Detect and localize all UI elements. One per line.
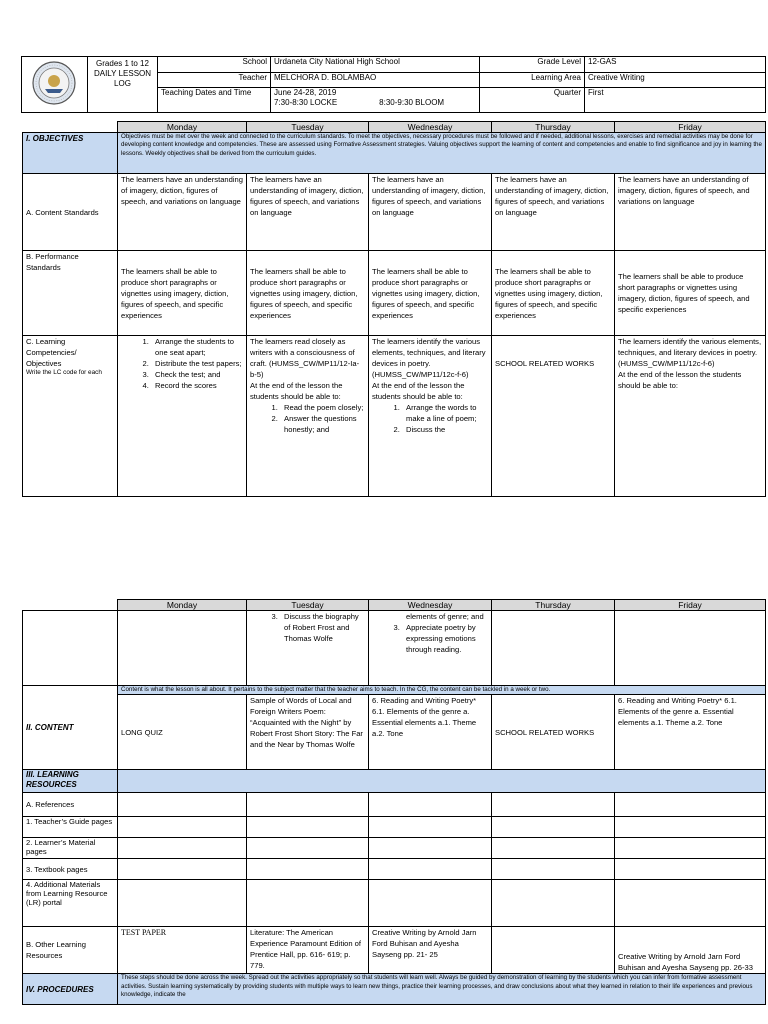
objectives-label: I. OBJECTIVES	[23, 133, 118, 174]
procedures-note: These steps should be done across the week. Spread out the activities appropriately so that students will learn well. Always be guided by demonstration of learning by the students which you can infer from formative assessment activities. Sustain learning systematically by providing students with multiple ways to learn new things, practice their learning processes, and draw conclusions about what they learned in relation to their life experiences and previous knowledge, indicate the	[118, 974, 766, 1005]
references-label: A. References	[23, 793, 118, 817]
day-header-tuesday: Tuesday	[247, 600, 369, 611]
time-slot-1: 7:30-8:30 LOCKE	[274, 98, 338, 107]
content-standards-wednesday: The learners have an understanding of imagery, diction, figures of speech, and variations on language	[369, 174, 492, 251]
content-tuesday: Sample of Words of Local and Foreign Writers Poem: “Acquainted with the Night” by Robert Frost Short Story: The Far and the Near by Thomas Wolfe	[247, 695, 369, 770]
competencies-friday-text2: At the end of the lesson the students should be able to:	[618, 370, 742, 390]
doc-title-cell	[88, 57, 158, 113]
competencies-label: C. Learning Competencies/ Objectives	[26, 337, 77, 368]
competencies-wednesday	[369, 336, 492, 497]
day-header-monday: Monday	[118, 600, 247, 611]
list-item: 4. Record the scores	[151, 380, 243, 391]
quarter-value: First	[585, 88, 766, 113]
other-resources-friday: Creative Writing by Arnold Jarn Ford Buhisan and Ayesha Sayseng pp. 26-33	[615, 927, 766, 974]
deped-seal-cell	[22, 57, 88, 113]
quarter-label: Quarter	[480, 88, 585, 113]
competencies-monday	[118, 336, 247, 497]
other-resources-tuesday: Literature: The American Experience Paramount Edition of Prentice Hall, pp. 616- 619; p. 779.	[247, 927, 369, 974]
competencies-tuesday	[247, 336, 369, 497]
list-item: 2. Distribute the test papers;	[151, 358, 243, 369]
learning-resources-label: III. LEARNING RESOURCES	[23, 770, 118, 793]
procedures-label: IV. PROCEDURES	[23, 974, 118, 1005]
day-header-thursday: Thursday	[492, 600, 615, 611]
school-label: School	[158, 57, 271, 73]
teacher-value: MELCHORA D. BOLAMBAO	[271, 72, 480, 88]
competencies-tuesday-text2: At the end of the lesson the students should be able to:	[250, 381, 343, 401]
performance-standards-friday: The learners shall be able to produce short paragraphs or vignettes using imagery, diction, figures of speech, and specific experiences	[615, 251, 766, 336]
other-resources-label: B. Other Learning Resources	[23, 927, 118, 974]
competencies-label-cell	[23, 336, 118, 497]
content-friday: 6. Reading and Writing Poetry* 6.1. Elements of the genre a. Essential elements a.1. Theme a.2. Tone	[615, 695, 766, 770]
page2-wednesday-cont-text: elements of genre; and	[406, 612, 484, 621]
competencies-tuesday-text: The learners read closely as writers with a consciousness of craft. (HUMSS_CW/MP11/12-Ia-b-5)	[250, 337, 360, 379]
day-header-wednesday: Wednesday	[369, 600, 492, 611]
doc-title-line-1: DAILY LESSON	[93, 69, 152, 78]
content-wednesday: 6. Reading and Writing Poetry* 6.1. Elements of the genre a. Essential elements a.1. Theme a.2. Tone	[369, 695, 492, 770]
performance-standards-label: B. Performance Standards	[23, 251, 118, 336]
learning-area-label: Learning Area	[480, 72, 585, 88]
list-item: 2. Discuss the	[402, 424, 488, 435]
teachers-guide-label: 1. Teacher’s Guide pages	[23, 817, 118, 838]
dll-table-page-1	[22, 121, 766, 497]
list-item: 1. Arrange the students to one seat apart;	[151, 336, 243, 358]
deped-seal-icon	[25, 59, 83, 107]
competencies-wednesday-text2: At the end of the lesson the students should be able to:	[372, 381, 465, 401]
page2-tuesday-cont	[247, 611, 369, 686]
lr-portal-label: 4. Additional Materials from Learning Resource (LR) portal	[23, 880, 118, 927]
content-standards-friday: The learners have an understanding of imagery, diction, figures of speech, and variations on language	[615, 174, 766, 251]
competencies-sublabel: Write the LC code for each	[26, 369, 102, 376]
header-table	[21, 56, 766, 113]
day-header-friday: Friday	[615, 122, 766, 133]
content-label: II. CONTENT	[23, 686, 118, 770]
list-item: 2. Answer the questions honestly; and	[280, 413, 365, 435]
list-item: 3. Discuss the biography of Robert Frost and Thomas Wolfe	[280, 611, 365, 644]
dll-table-page-2	[22, 599, 766, 1005]
content-standards-monday: The learners have an understanding of imagery, diction, figures of speech, and variations on language	[118, 174, 247, 251]
list-item: 1. Arrange the words to make a line of poem;	[402, 402, 488, 424]
day-header-friday: Friday	[615, 600, 766, 611]
objectives-note: Objectives must be met over the week and connected to the curriculum standards. To meet the objectives, necessary procedures must be followed and if needed, additional lessons, exercises and remedial activities may be done for developing content knowledge and competencies. These are assessed using Formative Assessment strategies. Valuing objectives support the learning of content and competencies and enable to find significance and joy in learning the lessons. Weekly objectives shall be derived from the curriculum guides.	[118, 133, 766, 174]
list-item: 3. Check the test; and	[151, 369, 243, 380]
performance-standards-thursday: The learners shall be able to produce short paragraphs or vignettes using imagery, diction, figures of speech, and specific experiences	[492, 251, 615, 336]
teacher-label: Teacher	[158, 72, 271, 88]
school-value: Urdaneta City National High School	[271, 57, 480, 73]
content-thursday: SCHOOL RELATED WORKS	[492, 695, 615, 770]
other-resources-monday: TEST PAPER	[118, 927, 247, 974]
dates-label: Teaching Dates and Time	[158, 88, 271, 113]
list-item: 3. Appreciate poetry by expressing emotions through reading.	[402, 622, 488, 655]
content-monday: LONG QUIZ	[118, 695, 247, 770]
learning-area-value: Creative Writing	[585, 72, 766, 88]
grade-level-value: 12-GAS	[585, 57, 766, 73]
competencies-friday	[615, 336, 766, 497]
competencies-thursday: SCHOOL RELATED WORKS	[492, 336, 615, 497]
day-header-thursday: Thursday	[492, 122, 615, 133]
dates-value: June 24-28, 2019	[274, 88, 337, 97]
other-resources-wednesday: Creative Writing by Arnold Jarn Ford Buhisan and Ayesha Sayseng pp. 21- 25	[369, 927, 492, 974]
content-standards-label: A. Content Standards	[23, 174, 118, 251]
day-header-tuesday: Tuesday	[247, 122, 369, 133]
day-header-monday: Monday	[118, 122, 247, 133]
performance-standards-tuesday: The learners shall be able to produce short paragraphs or vignettes using imagery, diction, figures of speech, and specific experiences	[247, 251, 369, 336]
time-slot-2: 8:30-9:30 BLOOM	[379, 98, 445, 107]
doc-title-line-2: LOG	[114, 79, 131, 88]
content-standards-tuesday: The learners have an understanding of imagery, diction, figures of speech, and variations on language	[247, 174, 369, 251]
day-header-wednesday: Wednesday	[369, 122, 492, 133]
competencies-friday-text: The learners identify the various elements, techniques, and literary devices in poetry. (HUMSS_CW/MP11/12c-f-6)	[618, 337, 762, 368]
performance-standards-monday: The learners shall be able to produce short paragraphs or vignettes using imagery, diction, figures of speech, and specific experiences	[118, 251, 247, 336]
grade-level-label: Grade Level	[480, 57, 585, 73]
list-item: 1. Read the poem closely;	[280, 402, 365, 413]
dates-value-cell	[271, 88, 480, 113]
org-title: Grades 1 to 12	[96, 59, 149, 68]
competencies-wednesday-text: The learners identify the various elements, techniques, and literary devices in poetry. (HUMSS_CW/MP11/12c-f-6)	[372, 337, 486, 379]
learners-material-label: 2. Learner’s Material pages	[23, 838, 118, 859]
content-standards-thursday: The learners have an understanding of imagery, diction, figures of speech, and variations on language	[492, 174, 615, 251]
performance-standards-wednesday: The learners shall be able to produce short paragraphs or vignettes using imagery, diction, figures of speech, and specific experiences	[369, 251, 492, 336]
page2-wednesday-cont	[369, 611, 492, 686]
textbook-label: 3. Textbook pages	[23, 859, 118, 880]
content-note: Content is what the lesson is all about. It pertains to the subject matter that the teacher aims to teach. In the CG, the content can be tackled in a week or two.	[118, 686, 766, 695]
